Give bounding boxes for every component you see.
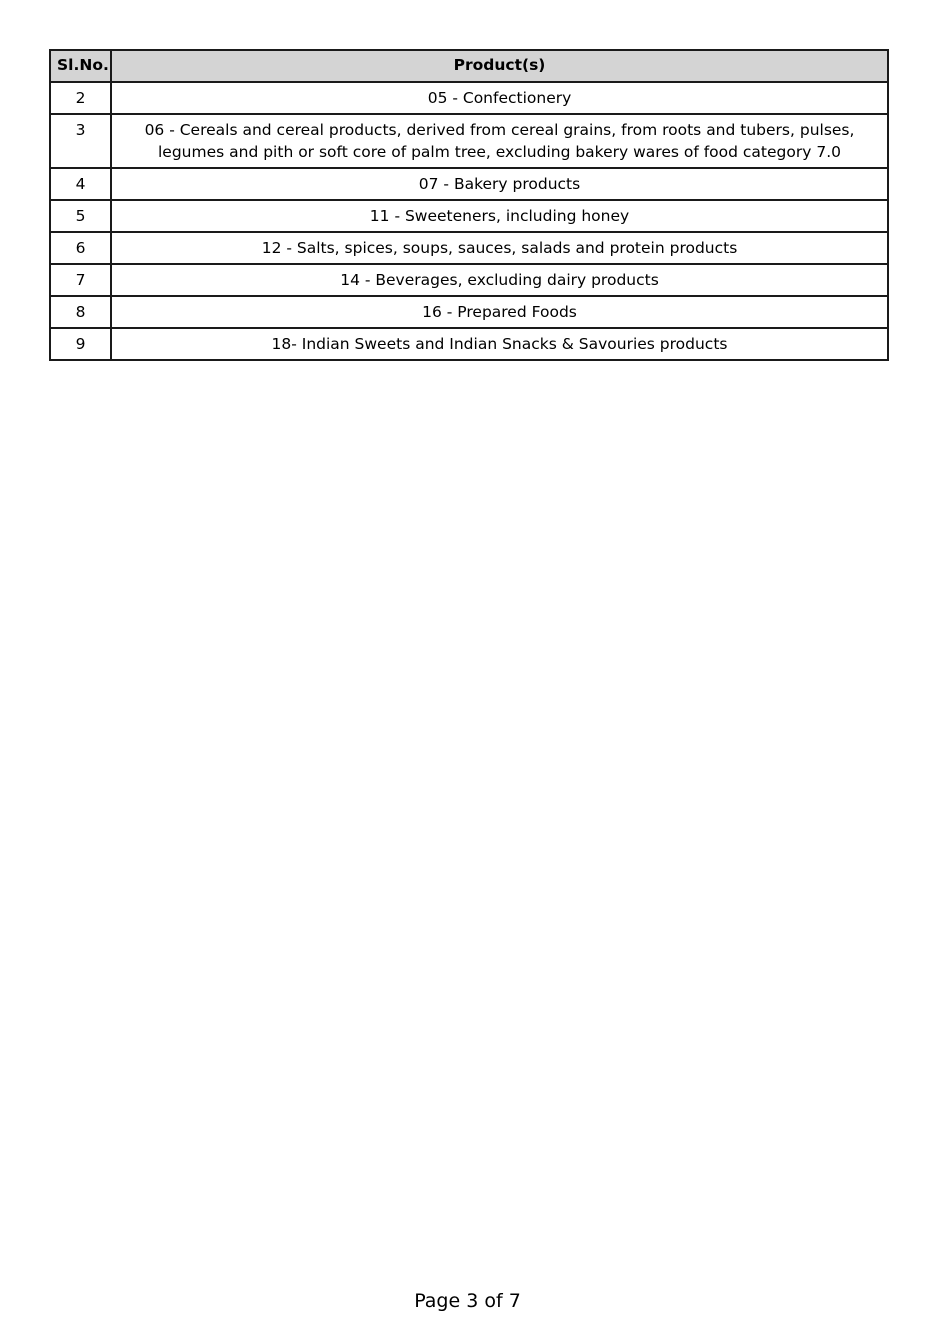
- table-row: [50, 200, 888, 232]
- sl-no-header: Sl.No.: [50, 50, 111, 82]
- products-header: Product(s): [111, 50, 888, 82]
- product-cell: 16 - Prepared Foods: [111, 296, 888, 328]
- product-cell: 18- Indian Sweets and Indian Snacks & Savouries products: [111, 328, 888, 360]
- product-cell: 05 - Confectionery: [111, 82, 888, 114]
- table-row: [50, 296, 888, 328]
- sl-no-cell: 9: [50, 328, 111, 360]
- products-table: [49, 49, 889, 361]
- sl-no-cell: 5: [50, 200, 111, 232]
- table-row: [50, 328, 888, 360]
- sl-no-cell: 2: [50, 82, 111, 114]
- sl-no-cell: 4: [50, 168, 111, 200]
- table-header-row: [50, 50, 888, 82]
- sl-no-cell: 7: [50, 264, 111, 296]
- product-cell: 06 - Cereals and cereal products, derived from cereal grains, from roots and tubers, pulses, legumes and pith or soft core of palm tree, excluding bakery wares of food category 7.0: [111, 114, 888, 168]
- sl-no-cell: 3: [50, 114, 111, 168]
- product-cell: 07 - Bakery products: [111, 168, 888, 200]
- table-row: [50, 168, 888, 200]
- product-cell: 11 - Sweeteners, including honey: [111, 200, 888, 232]
- table-row: [50, 264, 888, 296]
- product-cell: 14 - Beverages, excluding dairy products: [111, 264, 888, 296]
- product-cell: 12 - Salts, spices, soups, sauces, salads and protein products: [111, 232, 888, 264]
- sl-no-cell: 8: [50, 296, 111, 328]
- table-row: [50, 82, 888, 114]
- table-row: [50, 114, 888, 168]
- sl-no-cell: 6: [50, 232, 111, 264]
- page-number: Page 3 of 7: [414, 1290, 521, 1312]
- table-row: [50, 232, 888, 264]
